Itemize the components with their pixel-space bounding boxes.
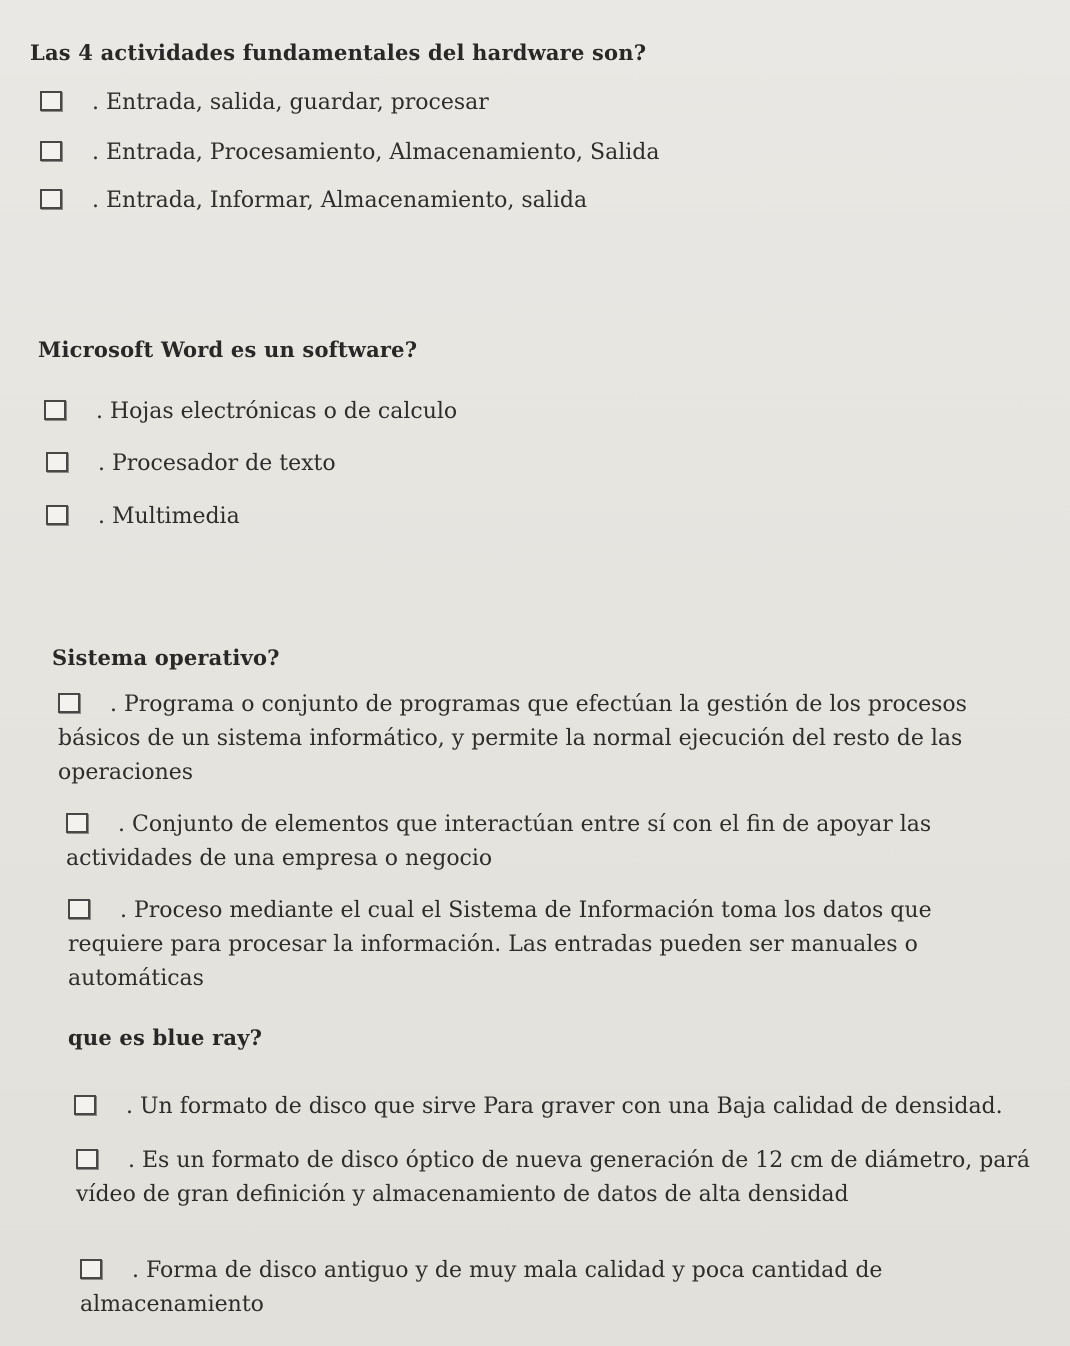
question-1-option-2[interactable] [40, 136, 660, 170]
option-text: . Procesador de texto [98, 451, 336, 476]
checkbox[interactable] [76, 1149, 98, 1169]
question-3-title: Sistema operativo? [52, 645, 280, 670]
checkbox[interactable] [74, 1095, 96, 1115]
checkbox[interactable] [40, 189, 62, 209]
question-3-option-3[interactable] [68, 894, 988, 996]
question-1-title: Las 4 actividades fundamentales del hardware son? [30, 40, 647, 65]
question-4-option-1[interactable] [74, 1090, 1054, 1124]
option-text: . Entrada, Informar, Almacenamiento, salida [92, 188, 588, 213]
question-2-option-3[interactable] [46, 500, 240, 534]
option-text: . Entrada, Procesamiento, Almacenamiento, Salida [92, 140, 660, 165]
question-2-option-1[interactable] [44, 395, 457, 429]
question-3-option-1[interactable] [58, 688, 968, 790]
option-text: . Conjunto de elementos que interactúan entre sí con el fin de apoyar las actividades de una empresa o negocio [66, 812, 932, 871]
question-4-option-2[interactable] [76, 1144, 1056, 1212]
checkbox[interactable] [46, 505, 68, 525]
checkbox[interactable] [44, 400, 66, 420]
option-text: . Proceso mediante el cual el Sistema de Información toma los datos que requiere para procesar la información. Las entradas pueden ser manuales o automáticas [68, 898, 932, 991]
question-4-title: que es blue ray? [68, 1025, 263, 1050]
option-text: . Programa o conjunto de programas que efectúan la gestión de los procesos básicos de un sistema informático, y permite la normal ejecución del resto de las operaciones [58, 692, 967, 785]
question-1-option-1[interactable] [40, 86, 489, 120]
option-text: . Hojas electrónicas o de calculo [96, 399, 458, 424]
question-3-option-2[interactable] [66, 808, 946, 876]
checkbox[interactable] [66, 813, 88, 833]
checkbox[interactable] [68, 899, 90, 919]
checkbox[interactable] [40, 91, 62, 111]
question-4-option-3[interactable] [80, 1254, 980, 1322]
option-text: . Es un formato de disco óptico de nueva generación de 12 cm de diámetro, pará vídeo de gran definición y almacenamiento de datos de alta densidad [76, 1148, 1031, 1207]
option-text: . Forma de disco antiguo y de muy mala calidad y poca cantidad de almacenamiento [80, 1258, 883, 1317]
checkbox[interactable] [40, 141, 62, 161]
option-text: . Entrada, salida, guardar, procesar [92, 90, 489, 115]
option-text: . Un formato de disco que sirve Para graver con una Baja calidad de densidad. [126, 1094, 1003, 1119]
checkbox[interactable] [46, 452, 68, 472]
question-1-option-3[interactable] [40, 184, 587, 218]
checkbox[interactable] [80, 1259, 102, 1279]
question-2-title: Microsoft Word es un software? [38, 337, 418, 362]
option-text: . Multimedia [98, 504, 240, 529]
checkbox[interactable] [58, 693, 80, 713]
question-2-option-2[interactable] [46, 447, 336, 481]
